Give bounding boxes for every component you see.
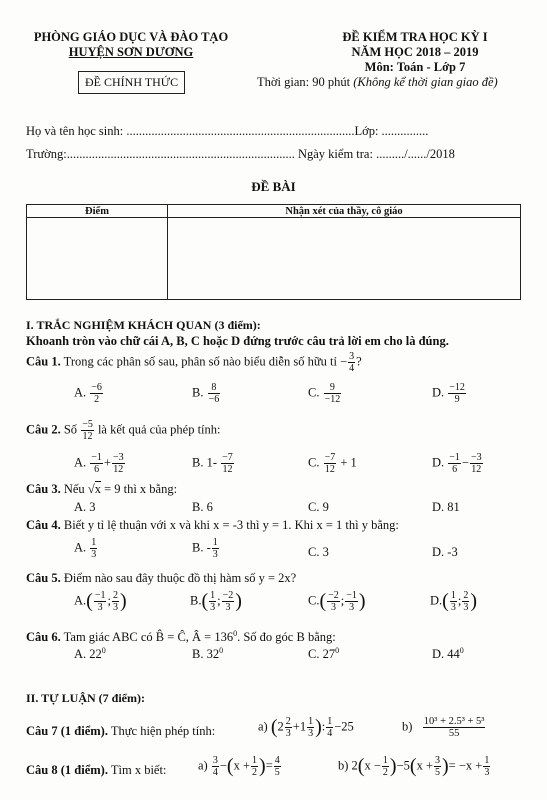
q8-a-f1 [212,755,219,778]
q1-a-frac [90,382,103,405]
paren-open-icon: ( [319,590,327,612]
q7-a-colon: : [321,719,326,734]
school-line: Trường:......................................................................... Ngày kiểm tra: ........./....../2018 [26,147,455,161]
q5-a-f1 [94,590,107,613]
q5-a-d2: 3 [112,602,118,613]
q1-d-letter: D. [432,385,445,400]
q2-a-f1 [90,452,103,475]
q1-a-den: 2 [94,394,100,405]
question-7 [26,724,215,739]
q3-sqrt-var: x [94,482,101,496]
q1-c-den: −12 [324,394,341,405]
q1-d-frac [448,382,466,405]
q5-b-f1 [209,590,216,613]
q2-a-n2: −3 [112,452,124,463]
q8-b-d3: 3 [484,767,490,778]
q8-b-f2 [434,755,441,778]
header-left [26,30,236,60]
q1-d-num: −12 [449,382,465,393]
q4-b-den: 3 [212,549,218,560]
q7-b-frac [423,716,486,739]
q6-label: Câu 6. [26,630,61,645]
q7-b-label: b) [402,719,413,734]
q5-c-f1 [327,590,340,613]
q2-b-pre: 1- [206,455,218,470]
q8-b-eq: = −x + [448,758,483,773]
paren-close-icon: ) [470,590,477,612]
de-bai-heading: ĐỀ BÀI [251,179,296,194]
q2-d-f1 [448,452,461,475]
q7-a-label: a) [258,719,268,734]
q2-c-f1 [324,452,337,475]
paren-open-icon: ( [201,590,209,612]
q4-a-letter: A. [74,540,87,555]
q1-sign: − [340,354,348,369]
question-1 [26,351,362,374]
section2-title: II. TỰ LUẬN (7 điểm): [26,691,145,705]
q1-fraction [348,351,355,374]
q1-c-letter: C. [308,385,320,400]
q5-a-d1: 3 [97,602,103,613]
paren-close-icon: ) [358,590,366,612]
q6-c-text: C. 27 [308,647,336,662]
grade-header-score: Điểm [27,205,168,218]
q4-a-num: 1 [91,537,97,548]
q6-option-b[interactable] [192,646,223,662]
q3-label: Câu 3. [26,482,61,496]
question-2 [26,419,220,442]
q8-a-eq: = [265,758,273,773]
q8-b-label: b) [338,758,349,773]
q2-b-n1: −7 [222,452,233,463]
q2-a-d2: 12 [113,464,124,475]
q2-option-d[interactable] [432,452,484,475]
q7-a-d2: 3 [308,728,314,739]
q4-a-frac [90,537,97,560]
q8-b-d2: 5 [435,767,440,778]
q2-c-letter: C. [308,455,320,470]
q1-num: 3 [349,351,355,362]
q2-c-n1: −7 [324,452,336,463]
district-name: HUYỆN SƠN DƯƠNG [68,45,194,59]
q8-b-n2: 3 [435,755,440,766]
q4-text: Biết y tỉ lệ thuận với x và khi x = -3 thì y = 1. Khi x = 1 thì y bằng: [63,518,399,532]
paren-close-icon: ) [442,755,449,777]
q7-a-whole: 2 [277,719,284,734]
paren-close-icon: ) [119,590,127,612]
q2-b-letter: B. [192,455,204,470]
q3-option-c[interactable]: C. 9 [308,500,329,514]
q1-c-num: 9 [324,382,342,394]
q5-d-f2 [462,590,469,613]
exam-title: ĐỀ KIỂM TRA HỌC KỲ I [342,30,488,44]
time-note: (Không kể thời gian giao đề) [353,75,498,89]
paren-close-icon: ) [315,716,322,738]
q8-b-f1 [382,755,389,778]
q4-b-num: 1 [212,537,218,548]
q2-option-a[interactable] [74,452,126,475]
q2-fraction [81,419,94,442]
q4-option-d[interactable]: D. -3 [432,545,458,559]
q1-a-num: −6 [91,382,102,393]
q1-a-letter: A. [74,385,87,400]
q7-a-f2 [307,716,314,739]
q6-text: Tam giác ABC có B̂ = Ĉ, Â = 136 [63,630,234,645]
q8-a-mid: − [219,758,227,773]
q8-a-f2 [251,755,258,778]
q6-text-end: . Số đo góc B bằng: [237,630,336,645]
q4-b-letter: B. [192,540,204,555]
q1-b-den: −6 [208,394,220,405]
time-line [257,75,498,90]
q1-end: ? [356,354,362,369]
q8-a-label: a) [198,758,208,773]
q5-b-d2: 3 [225,602,231,613]
q4-b-frac [212,537,219,560]
question-3 [26,482,177,497]
q8-b-n1: 1 [382,755,388,766]
q8-a-x: x + [233,758,251,773]
q8-a-n3: 4 [274,755,280,766]
q5-option-b[interactable]: B.( $\frac{1}{3}$ ; $\frac{-2}{3}$ ) [190,590,242,613]
header-right [300,30,530,75]
q2-a-op: + [103,455,111,470]
q6-b-deg: 0 [219,646,224,655]
q5-d-n1: 1 [450,590,456,601]
department-name: PHÒNG GIÁO DỤC VÀ ĐÀO TẠO [33,30,229,44]
q5-c-n1: −2 [328,590,339,601]
q5-option-c[interactable]: C.( $\frac{-2}{3}$ ; $\frac{-1}{3}$ ) [308,590,366,613]
q4-option-a[interactable] [74,537,98,560]
section1-instruction: Khoanh tròn vào chữ cái A, B, C hoặc D đứng trước câu trả lời em cho là đúng. [26,334,449,348]
q3-option-b[interactable]: B. 6 [192,500,213,514]
q7-a-d1: 3 [285,728,291,739]
q8-part-b [338,755,491,778]
paren-close-icon: ) [235,590,242,612]
q2-a-n1: −1 [91,452,102,463]
q3-option-d[interactable]: D. 81 [432,500,460,514]
q2-d-d2: 12 [471,464,482,475]
q7-part-a [258,716,354,739]
q2-d-f2 [470,452,483,475]
q2-text-pre: Số [63,422,78,437]
q2-d-n2: −3 [470,452,482,463]
q5-d-letter: D. [430,593,443,608]
q7-b-num: 10³ + 2.5³ + 5³ [423,716,485,727]
q8-label: Câu 8 (1 điểm). [26,763,108,777]
question-5 [26,571,296,586]
q3-text-pre: Nếu [63,482,85,496]
q6-option-c[interactable] [308,646,339,662]
q2-den: 12 [82,431,93,442]
q7-label: Câu 7 (1 điểm). [26,724,108,738]
q4-option-b[interactable] [192,537,220,560]
q2-b-d1: 12 [222,464,233,475]
q5-a-n1: −1 [94,590,106,601]
q1-b-num: 8 [208,382,221,394]
q5-label: Câu 5. [26,571,61,585]
q7-a-d3: 4 [327,728,333,739]
q2-d-letter: D. [432,455,445,470]
paren-open-icon: ( [226,755,234,777]
q1-c-frac [324,382,342,405]
q8-part-a [198,755,282,778]
sqrt-symbol-icon: √ [87,482,95,496]
q3-text-post: = 9 thì x bằng: [104,482,178,496]
q2-d-d1: 6 [452,464,458,475]
paren-open-icon: ( [409,755,417,777]
q4-option-c[interactable]: C. 3 [308,545,329,559]
paren-open-icon: ( [86,590,93,612]
q8-b-d1: 2 [382,767,388,778]
q8-text: Tìm x biết: [110,763,167,777]
q7-text: Thực hiện phép tính: [110,724,216,738]
q1-b-frac [208,382,221,405]
q4-b-sign: - [206,540,211,555]
q2-num: −5 [82,419,93,430]
q7-a-f3 [326,716,333,739]
q5-b-n1: 1 [210,590,216,601]
q5-c-f2 [345,590,358,613]
q5-c-n2: −1 [346,590,357,601]
q6-d-deg: 0 [459,646,464,655]
q6-a-deg: 0 [101,646,106,655]
q6-deg: 0 [233,629,238,638]
q2-b-f1 [221,452,234,475]
paren-close-icon: ) [389,755,397,777]
q5-c-d1: 3 [330,602,336,613]
q5-text: Điểm nào sau đây thuộc đồ thị hàm số y = 2x? [63,571,297,585]
school-year: NĂM HỌC 2018 – 2019 [351,45,479,59]
q5-a-n2: 2 [112,590,118,601]
q6-c-deg: 0 [335,646,340,655]
q8-a-f3 [274,755,281,778]
q1-option-c[interactable] [308,382,342,405]
q5-a-f2 [112,590,119,613]
student-name-line: Họ và tên học sinh: .........................................................................Lớp: ............... [26,124,429,138]
q7-b-den: 55 [448,728,460,739]
q1-option-d[interactable] [432,382,467,405]
q7-a-tail: −25 [334,719,354,734]
q8-b-mid: −5 [396,758,410,773]
q8-b-pre: 2 [351,758,358,773]
q2-c-post: + 1 [340,455,357,470]
grade-comment-cell [168,218,521,300]
q8-a-d1: 4 [212,767,218,778]
q5-d-f1 [450,590,457,613]
q5-b-d1: 3 [210,602,216,613]
q2-a-f2 [112,452,125,475]
paren-close-icon: ) [259,755,266,777]
q6-d-text: D. 44 [432,647,460,662]
q5-b-letter: B. [190,593,202,608]
section1-title: I. TRẮC NGHIỆM KHÁCH QUAN (3 điểm): [26,318,261,332]
q2-a-d1: 6 [94,464,100,475]
q8-b-x2: x + [416,758,433,773]
q2-c-d1: 12 [324,464,335,475]
grade-table [26,204,521,300]
q7-a-f1 [285,716,292,739]
q2-a-letter: A. [74,455,87,470]
q5-d-d1: 3 [450,602,456,613]
grade-header-comment: Nhận xét của thầy, cô giáo [168,205,521,218]
q4-label: Câu 4. [26,518,61,532]
q5-b-f2 [222,590,235,613]
q8-a-n1: 3 [212,755,218,766]
q1-label: Câu 1. [26,354,61,369]
q5-option-d[interactable]: D.( $\frac{1}{3}$ ; $\frac{2}{3}$ ) [430,590,477,613]
q2-option-b[interactable] [192,452,235,475]
q1-option-b[interactable] [192,382,221,405]
q2-d-op: − [461,455,469,470]
q5-option-a[interactable]: A.( $\frac{-1}{3}$ ; $\frac{2}{3}$ ) [74,590,127,613]
q1-d-den: 9 [454,394,460,405]
q7-a-n3: 1 [327,716,333,727]
grade-score-cell [27,218,168,300]
q3-option-a[interactable]: A. 3 [74,500,96,514]
q1-b-letter: B. [192,385,204,400]
q2-option-c[interactable] [308,452,357,475]
q1-text: Trong các phân số sau, phân số nào biểu diễn số hữu tỉ [63,354,337,369]
q8-b-x1: x − [364,758,381,773]
q8-b-n3: 1 [484,755,490,766]
question-8 [26,763,166,778]
q2-label: Câu 2. [26,422,61,437]
q5-c-letter: C. [308,593,320,608]
q2-text-post: là kết quả của phép tính: [97,422,221,437]
q7-a-plus: +1 [292,719,307,734]
q5-d-n2: 2 [463,590,469,601]
paren-open-icon: ( [442,590,449,612]
question-6 [26,629,336,645]
paren-open-icon: ( [270,716,278,738]
q1-option-a[interactable] [74,382,104,405]
q8-a-d2: 2 [252,767,258,778]
subject: Môn: Toán - Lớp 7 [364,60,466,74]
q5-c-d2: 3 [349,602,355,613]
q5-b-n2: −2 [222,590,234,601]
q6-option-d[interactable] [432,646,464,662]
q8-a-n2: 1 [252,755,258,766]
q8-b-f3 [483,755,490,778]
paren-open-icon: ( [357,755,365,777]
q4-a-den: 3 [91,549,97,560]
q6-a-text: A. 22 [74,647,102,662]
q5-a-letter: A. [74,593,87,608]
q7-part-b [402,716,486,739]
question-4 [26,518,399,533]
q2-d-n1: −1 [449,452,460,463]
q1-den: 4 [349,363,355,374]
q8-a-d3: 5 [274,767,280,778]
time-label: Thời gian: 90 phút [257,75,351,89]
q7-a-n1: 2 [285,716,291,727]
q5-d-d2: 3 [463,602,469,613]
q7-a-n2: 1 [308,716,314,727]
official-box: ĐỀ CHÍNH THỨC [78,71,185,94]
q6-b-text: B. 32 [192,647,220,662]
q6-option-a[interactable] [74,646,106,662]
